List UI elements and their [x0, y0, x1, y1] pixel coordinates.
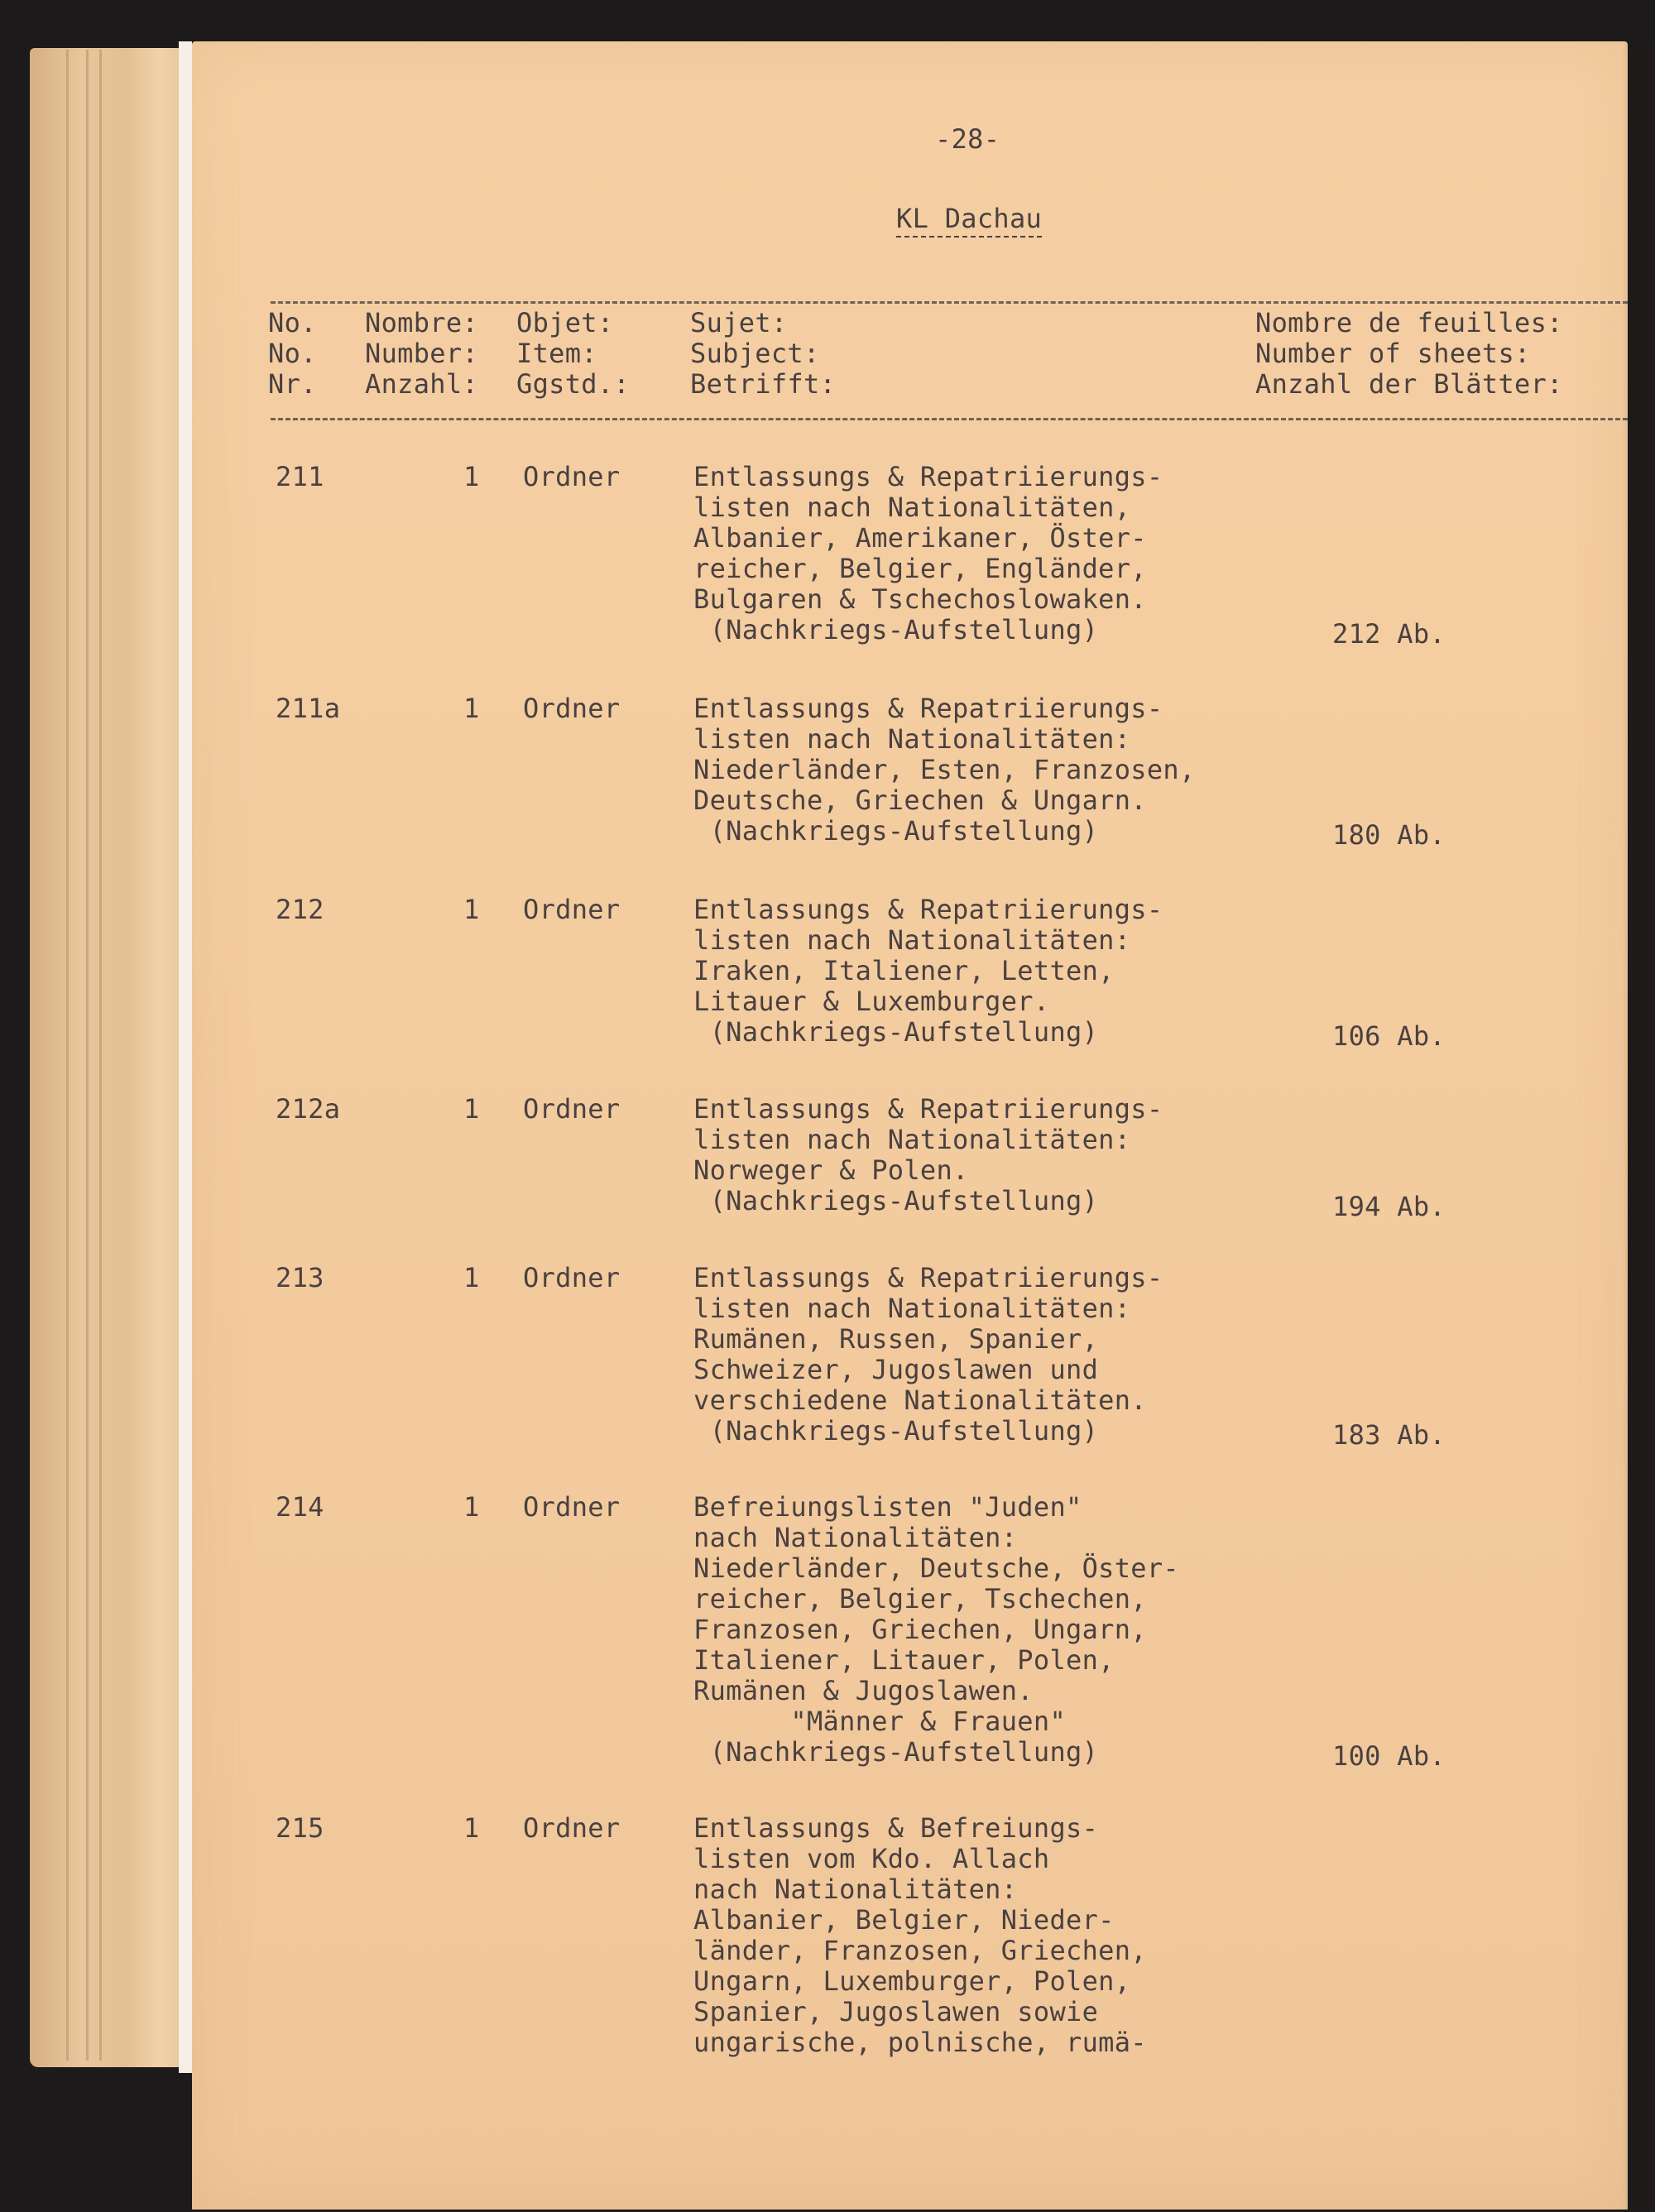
- entry-subject-line: "Männer & Frauen": [693, 1706, 1067, 1737]
- entry-number: 213: [276, 1262, 324, 1293]
- entry-item: Ordner: [523, 1491, 621, 1523]
- entry-subject-line: Entlassungs & Repatriierungs-: [693, 693, 1163, 724]
- entry-subject-line: Franzosen, Griechen, Ungarn,: [693, 1614, 1147, 1645]
- entry-subject-line: Entlassungs & Befreiungs-: [693, 1812, 1099, 1844]
- entry-item: Ordner: [523, 693, 621, 724]
- entry-count: 1: [463, 1812, 480, 1844]
- entry-subject-line: listen nach Nationalitäten:: [693, 924, 1131, 956]
- header-count-en: Number:: [365, 338, 478, 369]
- entry-subject-line: (Nachkriegs-Aufstellung): [693, 1185, 1099, 1216]
- entry-count: 1: [463, 1093, 480, 1125]
- header-item-de: Ggstd.:: [516, 368, 630, 400]
- entry-subject-line: nach Nationalitäten:: [693, 1874, 1018, 1905]
- entry-subject-line: Rumänen & Jugoslawen.: [693, 1675, 1034, 1706]
- entry-item: Ordner: [523, 894, 621, 925]
- entry-subject-line: Entlassungs & Repatriierungs-: [693, 1262, 1163, 1293]
- page-stack-line: [66, 50, 69, 2061]
- entry-number: 212a: [276, 1093, 341, 1125]
- entry-subject-line: Iraken, Italiener, Letten,: [693, 955, 1115, 986]
- header-count-de: Anzahl:: [365, 368, 478, 400]
- entry-subject-line: Bulgaren & Tschechoslowaken.: [693, 583, 1147, 615]
- entry-subject-line: Entlassungs & Repatriierungs-: [693, 1093, 1163, 1125]
- page-edge-shadow: [1622, 41, 1655, 2210]
- entry-subject-line: Entlassungs & Repatriierungs-: [693, 461, 1163, 492]
- entry-subject-line: Niederländer, Deutsche, Öster-: [693, 1552, 1179, 1584]
- page-stack-line: [86, 50, 89, 2061]
- entry-subject-line: Ungarn, Luxemburger, Polen,: [693, 1965, 1131, 1997]
- entry-number: 211a: [276, 693, 341, 724]
- entry-subject-line: (Nachkriegs-Aufstellung): [693, 815, 1099, 847]
- header-item-en: Item:: [516, 338, 597, 369]
- entry-subject-line: (Nachkriegs-Aufstellung): [693, 1016, 1099, 1048]
- header-no-de: Nr.: [268, 368, 317, 400]
- entry-subject-line: verschiedene Nationalitäten.: [693, 1384, 1147, 1416]
- entry-item: Ordner: [523, 1093, 621, 1125]
- header-count-fr: Nombre:: [365, 307, 478, 338]
- camp-title: [896, 204, 1042, 234]
- page-edge-sliver: [179, 41, 192, 2073]
- entry-subject-line: Norweger & Polen.: [693, 1154, 969, 1186]
- entry-number: 212: [276, 894, 324, 925]
- entry-number: 214: [276, 1491, 324, 1523]
- page-number: -28-: [935, 123, 1000, 155]
- entry-subject-line: (Nachkriegs-Aufstellung): [693, 1415, 1099, 1447]
- entry-subject-line: listen vom Kdo. Allach: [693, 1843, 1050, 1874]
- camp-title-text: KL Dachau: [896, 203, 1042, 238]
- entry-item: Ordner: [523, 1262, 621, 1293]
- entry-sheets: 180 Ab.: [1332, 819, 1446, 851]
- entry-subject-line: listen nach Nationalitäten:: [693, 1293, 1131, 1324]
- entry-count: 1: [463, 693, 480, 724]
- page-stack-line: [99, 50, 102, 2061]
- entry-sheets: 212 Ab.: [1332, 618, 1446, 650]
- entry-subject-line: Niederländer, Esten, Franzosen,: [693, 754, 1196, 785]
- entry-subject-line: Albanier, Amerikaner, Öster-: [693, 522, 1147, 554]
- entry-subject-line: Italiener, Litauer, Polen,: [693, 1644, 1115, 1676]
- entry-subject-line: reicher, Belgier, Engländer,: [693, 553, 1147, 584]
- entry-subject-line: nach Nationalitäten:: [693, 1522, 1018, 1553]
- entry-subject-line: reicher, Belgier, Tschechen,: [693, 1583, 1147, 1615]
- header-sheets-en: Number of sheets:: [1255, 338, 1531, 369]
- header-sheets-de: Anzahl der Blätter:: [1255, 368, 1563, 400]
- header-subject-en: Subject:: [690, 338, 820, 369]
- entry-subject-line: ungarische, polnische, rumä-: [693, 2027, 1147, 2058]
- header-no-fr: No.: [268, 307, 317, 338]
- entry-count: 1: [463, 1262, 480, 1293]
- entry-sheets: 194 Ab.: [1332, 1191, 1446, 1222]
- entry-subject-line: Entlassungs & Repatriierungs-: [693, 894, 1163, 925]
- entry-subject-line: (Nachkriegs-Aufstellung): [693, 1736, 1099, 1768]
- entry-subject-line: Rumänen, Russen, Spanier,: [693, 1323, 1099, 1355]
- header-subject-de: Betrifft:: [690, 368, 837, 400]
- page-stack-edge: [30, 48, 204, 2067]
- entry-subject-line: listen nach Nationalitäten:: [693, 723, 1131, 755]
- entry-subject-line: Schweizer, Jugoslawen und: [693, 1354, 1099, 1385]
- entry-subject-line: länder, Franzosen, Griechen,: [693, 1935, 1147, 1966]
- entry-count: 1: [463, 461, 480, 492]
- header-sheets-fr: Nombre de feuilles:: [1255, 307, 1563, 338]
- header-no-en: No.: [268, 338, 317, 369]
- entry-count: 1: [463, 1491, 480, 1523]
- entry-subject-line: Albanier, Belgier, Nieder-: [693, 1904, 1115, 1936]
- header-divider-bottom: [271, 418, 1628, 420]
- entry-sheets: 100 Ab.: [1332, 1740, 1446, 1772]
- header-subject-fr: Sujet:: [690, 307, 788, 338]
- entry-item: Ordner: [523, 461, 621, 492]
- entry-subject-line: Litauer & Luxemburger.: [693, 986, 1050, 1017]
- entry-number: 211: [276, 461, 324, 492]
- entry-subject-line: Spanier, Jugoslawen sowie: [693, 1996, 1099, 2027]
- header-item-fr: Objet:: [516, 307, 614, 338]
- entry-subject-line: listen nach Nationalitäten,: [693, 492, 1131, 523]
- entry-sheets: 183 Ab.: [1332, 1419, 1446, 1451]
- entry-subject-line: Befreiungslisten "Juden": [693, 1491, 1082, 1523]
- header-divider-top: [271, 301, 1628, 304]
- entry-sheets: 106 Ab.: [1332, 1020, 1446, 1052]
- entry-subject-line: listen nach Nationalitäten:: [693, 1124, 1131, 1155]
- entry-subject-line: Deutsche, Griechen & Ungarn.: [693, 785, 1147, 816]
- entry-item: Ordner: [523, 1812, 621, 1844]
- entry-number: 215: [276, 1812, 324, 1844]
- entry-count: 1: [463, 894, 480, 925]
- entry-subject-line: (Nachkriegs-Aufstellung): [693, 614, 1099, 645]
